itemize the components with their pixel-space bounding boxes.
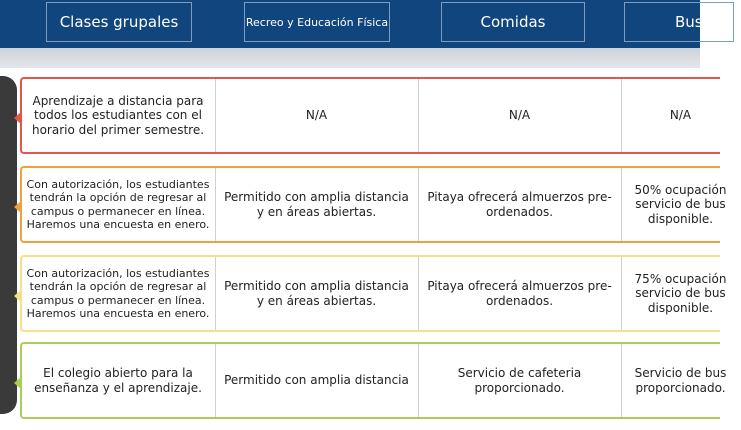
cell-comidas: Pitaya ofrecerá almuerzos pre-ordenados.	[418, 168, 620, 241]
row-description: El colegio abierto para la enseñanza y el aprendizaje.	[34, 365, 202, 395]
cell-bus-text: Servicio de bus proporcionado.	[634, 365, 727, 395]
header-bar	[0, 0, 703, 48]
tab-recreo-educacion-fisica[interactable]: Recreo y Educación Física	[244, 2, 390, 42]
cell-bus	[621, 257, 741, 330]
table-row-red	[20, 77, 720, 154]
level-indicator-bar	[0, 76, 17, 414]
table-row-orange	[20, 166, 727, 243]
cell-recreo: Permitido con amplia distancia	[215, 344, 417, 417]
cell-bus-text: 50% ocupación servicio de bus disponible.	[634, 182, 727, 226]
cell-bus	[621, 79, 741, 152]
row-description: Con autorización, los estudiantes tendrán la opción de regresar al campus o permanecer en línea. Haremos una encuesta en enero.	[26, 266, 210, 320]
tab-clases-grupales[interactable]: Clases grupales	[46, 2, 192, 42]
cell-recreo: N/A	[215, 79, 417, 152]
row-description: Con autorización, los estudiantes tendrán la opción de regresar al campus o permanecer en línea. Haremos una encuesta en enero.	[26, 177, 210, 231]
cell-bus	[621, 168, 741, 241]
cell-bus-text: N/A	[669, 108, 692, 123]
row-pointer-icon	[14, 290, 21, 302]
cell-bus-text: 75% ocupación servicio de bus disponible.	[634, 271, 727, 315]
cell-comidas: N/A	[418, 79, 620, 152]
tab-comidas[interactable]: Comidas	[441, 2, 585, 42]
cell-bus	[621, 344, 741, 417]
tab-bus[interactable]: Bus	[624, 2, 734, 42]
row-pointer-icon	[14, 201, 21, 213]
table-row-yellow	[20, 255, 727, 332]
cell-comidas: Servicio de cafeteria proporcionado.	[418, 344, 620, 417]
row-description: Aprendizaje a distancia para todos los estudiantes con el horario del primer semestre.	[31, 93, 205, 137]
cell-recreo: Permitido con amplia distancia y en áreas abiertas.	[215, 257, 417, 330]
row-pointer-icon	[14, 377, 21, 389]
table-row-green	[20, 342, 727, 419]
cell-comidas: Pitaya ofrecerá almuerzos pre-ordenados.	[418, 257, 620, 330]
cell-recreo: Permitido con amplia distancia y en áreas abiertas.	[215, 168, 417, 241]
row-pointer-icon	[14, 112, 21, 124]
header-divider	[0, 48, 700, 68]
